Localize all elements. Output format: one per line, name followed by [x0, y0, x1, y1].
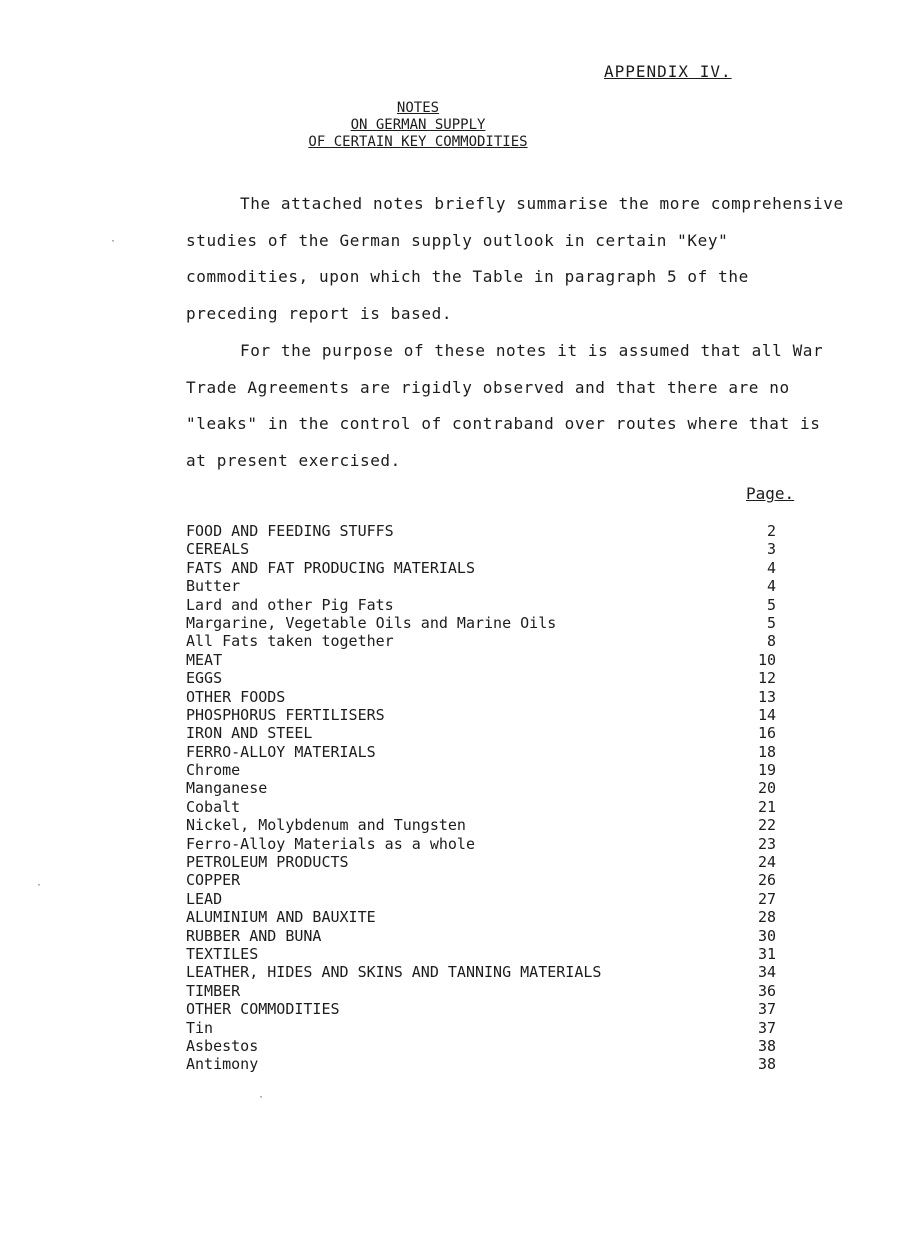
toc-entry	[186, 890, 776, 908]
toc-entry	[186, 908, 776, 926]
toc-entry-label: CEREALS	[186, 540, 250, 559]
toc-entry-label: Nickel, Molybdenum and Tungsten	[186, 816, 466, 835]
toc-entry-page: 18	[757, 742, 776, 761]
toc-entry-page: 38	[757, 1036, 776, 1055]
toc-entry-label: PHOSPHORUS FERTILISERS	[186, 705, 385, 724]
toc-entry	[186, 1055, 776, 1073]
toc-entry-page: 14	[757, 705, 776, 724]
toc-entry-page: 5	[766, 595, 776, 614]
toc-entry-page: 34	[757, 963, 776, 982]
toc-entry-page: 24	[757, 853, 776, 872]
toc-entry-page: 36	[757, 981, 776, 1000]
toc-entry-page: 19	[757, 761, 776, 780]
toc-entry-label: FOOD AND FEEDING STUFFS	[186, 522, 394, 540]
title-line-2: ON GERMAN SUPPLY	[350, 117, 486, 133]
toc-entry	[186, 761, 776, 779]
toc-entry-page: 22	[757, 816, 776, 835]
toc-entry	[186, 614, 776, 632]
scan-speck: ·	[110, 236, 117, 247]
toc-entry	[186, 853, 776, 871]
toc-entry	[186, 632, 776, 650]
assumption-paragraph	[186, 333, 846, 479]
intro-paragraph-text: The attached notes briefly summarise the more comprehensive studies of the German supply outlook in certain "Key" commodities, upon which the Table in paragraph 5 of the preceding report is based.	[186, 194, 844, 323]
toc-entry-page: 37	[757, 1018, 776, 1037]
toc-entry	[186, 743, 776, 761]
appendix-label: APPENDIX IV.	[604, 62, 732, 81]
toc-entry-page: 27	[757, 889, 776, 908]
toc-entry-page: 4	[766, 558, 776, 577]
toc-entry-label: Tin	[186, 1018, 214, 1037]
toc-entry	[186, 688, 776, 706]
toc-entry-page: 8	[766, 632, 776, 651]
toc-entry-label: PETROLEUM PRODUCTS	[186, 853, 349, 872]
toc-entry	[186, 540, 776, 558]
toc-entry-label: MEAT	[186, 650, 223, 669]
scan-speck: ·	[258, 1092, 265, 1103]
toc-entry-label: Cobalt	[186, 797, 241, 816]
toc-entry-label: Chrome	[186, 761, 241, 780]
toc-entry	[186, 798, 776, 816]
toc-entry-label: Manganese	[186, 779, 268, 798]
toc-entry-page: 10	[757, 650, 776, 669]
scan-speck: ·	[36, 880, 43, 891]
toc-entry-label: COPPER	[186, 871, 241, 890]
toc-entry	[186, 1000, 776, 1018]
toc-entry	[186, 927, 776, 945]
toc-entry-label: Antimony	[186, 1055, 259, 1074]
toc-entry	[186, 1019, 776, 1037]
toc-entry	[186, 577, 776, 595]
toc-entry-page: 4	[766, 577, 776, 596]
toc-entry	[186, 669, 776, 687]
toc-entry-page: 37	[757, 1000, 776, 1019]
toc-entry-page: 20	[757, 779, 776, 798]
toc-entry-label: LEATHER, HIDES AND SKINS AND TANNING MATERIALS	[186, 963, 602, 982]
title-line-3: OF CERTAIN KEY COMMODITIES	[308, 134, 528, 150]
toc-entry-page: 5	[766, 613, 776, 632]
toc-entry-label: IRON AND STEEL	[186, 724, 313, 743]
assumption-paragraph-text: For the purpose of these notes it is assumed that all War Trade Agreements are rigidly observed and that there are no "leaks" in the control of contraband over routes where that is at present exercised.	[186, 341, 824, 470]
toc-entry-page: 31	[757, 944, 776, 963]
toc-entry-page: 30	[757, 926, 776, 945]
toc-entry	[186, 871, 776, 889]
toc-entry	[186, 596, 776, 614]
toc-entry-label: Margarine, Vegetable Oils and Marine Oils	[186, 613, 557, 632]
toc-entry-page: 13	[757, 687, 776, 706]
toc-entry-label: OTHER FOODS	[186, 687, 286, 706]
toc-entry	[186, 522, 776, 540]
toc-entry	[186, 651, 776, 669]
toc-entry-label: FATS AND FAT PRODUCING MATERIALS	[186, 558, 475, 577]
toc-entry	[186, 779, 776, 797]
toc-entry	[186, 835, 776, 853]
toc-entry-label: LEAD	[186, 889, 223, 908]
toc-entry-page: 28	[757, 908, 776, 927]
toc-entry	[186, 1037, 776, 1055]
toc-entry-page: 2	[766, 522, 776, 540]
intro-paragraph	[186, 186, 846, 332]
toc-entry	[186, 559, 776, 577]
toc-entry-label: RUBBER AND BUNA	[186, 926, 322, 945]
toc-entry-page: 3	[766, 540, 776, 559]
title-line-1: NOTES	[396, 100, 440, 116]
toc-entry	[186, 963, 776, 981]
table-of-contents	[186, 522, 776, 1074]
toc-entry-label: OTHER COMMODITIES	[186, 1000, 340, 1019]
toc-entry-page: 38	[757, 1055, 776, 1074]
toc-entry-label: FERRO-ALLOY MATERIALS	[186, 742, 376, 761]
document-title	[248, 100, 588, 151]
toc-entry-label: Asbestos	[186, 1036, 259, 1055]
toc-entry	[186, 945, 776, 963]
toc-entry-page: 26	[757, 871, 776, 890]
toc-entry	[186, 706, 776, 724]
toc-entry	[186, 982, 776, 1000]
toc-entry-label: TEXTILES	[186, 944, 259, 963]
toc-entry	[186, 816, 776, 834]
toc-entry-page: 23	[757, 834, 776, 853]
toc-entry	[186, 724, 776, 742]
toc-entry-label: Ferro-Alloy Materials as a whole	[186, 834, 475, 853]
toc-entry-label: TIMBER	[186, 981, 241, 1000]
toc-entry-label: Lard and other Pig Fats	[186, 595, 394, 614]
page-column-header: Page.	[746, 484, 795, 503]
toc-entry-label: ALUMINIUM AND BAUXITE	[186, 908, 376, 927]
toc-entry-label: Butter	[186, 577, 241, 596]
toc-entry-label: All Fats taken together	[186, 632, 394, 651]
toc-entry-page: 12	[757, 669, 776, 688]
toc-entry-page: 21	[757, 797, 776, 816]
toc-entry-page: 16	[757, 724, 776, 743]
toc-entry-label: EGGS	[186, 669, 223, 688]
